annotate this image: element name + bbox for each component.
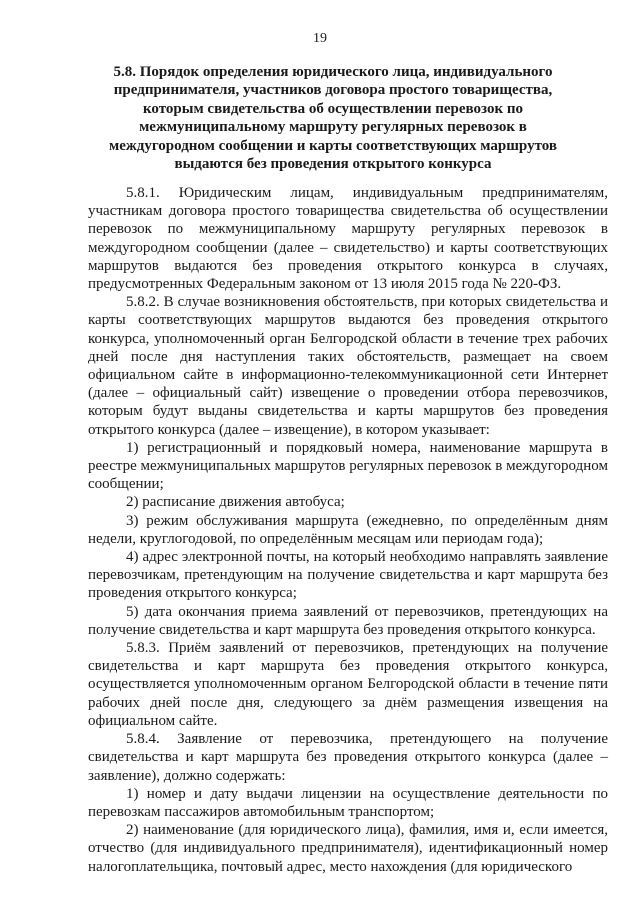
section-heading: 5.8. Порядок определения юридического лица, индивидуального предпринимателя, участников договора простого товарищества, которым свидетельства об осуществлении перевозок по межмуниципальному маршруту регулярных перевозок в междугородном сообщении и карты соответствующих маршрутов выдаются без проведения открытого конкурса — [109, 64, 557, 173]
body-text — [88, 184, 608, 876]
paragraph: 5.8.4. Заявление от перевозчика, претендующего на получение свидетельства и карт маршрута без проведения открытого конкурса (далее – заявление), должно содержать: — [88, 731, 608, 784]
list-item: 5) дата окончания приема заявлений от перевозчиков, претендующих на получение свидетельства и карт маршрута без проведения открытого конкурса. — [88, 603, 608, 638]
list-item: 4) адрес электронной почты, на который необходимо направлять заявление перевозчикам, претендующим на получение свидетельства и карт маршрута без проведения открытого конкурса; — [88, 549, 608, 602]
list-item: 1) номер и дату выдачи лицензии на осуществление деятельности по перевозкам пассажиров автомобильным транспортом; — [88, 785, 608, 820]
paragraph: 5.8.3. Приём заявлений от перевозчиков, претендующих на получение свидетельства и карт маршрута без проведения открытого конкурса, осуществляется уполномоченным органом Белгородской области в течение пяти рабочих дней после дня, следующего за днём размещения извещения на официальном сайте. — [88, 640, 608, 729]
list-item: 2) расписание движения автобуса; — [126, 494, 345, 511]
list-item: 3) режим обслуживания маршрута (ежедневно, по определённым дням недели, круглогодовой, по определённым месяцам или периодам года); — [88, 512, 608, 547]
paragraph: 5.8.1. Юридическим лицам, индивидуальным предпринимателям, участникам договора простого товарищества свидетельства об осуществлении перевозок по межмуниципальному маршруту регулярных перевозок в междугородном сообщении (далее – свидетельство) и карты соответствующих маршрутов выдаются без проведения открытого конкурса в случаях, предусмотренных Федеральным законом от 13 июля 2015 года № 220-ФЗ. — [88, 185, 608, 293]
list-item: 2) наименование (для юридического лица), фамилия, имя и, если имеется, отчество (для индивидуального предпринимателя), идентификационный номер налогоплательщика, почтовый адрес, место нахождения (для юридического — [88, 822, 608, 875]
paragraph: 5.8.2. В случае возникновения обстоятельств, при которых свидетельства и карты соответствующих маршрутов выдаются без проведения открытого конкурса, уполномоченный орган Белгородской области в течение трех рабочих дней после дня наступления таких обстоятельств, размещает на своем официальном сайте в информационно-телекоммуникационной сети Интернет (далее – официальный сайт) извещение о проведении отбора перевозчиков, которым будут выданы свидетельства и карты маршрутов без проведения открытого конкурса (далее – извещение), в котором указывает: — [88, 294, 608, 438]
list-item: 1) регистрационный и порядковый номера, наименование маршрута в реестре межмуниципальных маршрутов регулярных перевозок в междугородном сообщении; — [88, 439, 608, 493]
page-number: 19 — [313, 31, 327, 46]
